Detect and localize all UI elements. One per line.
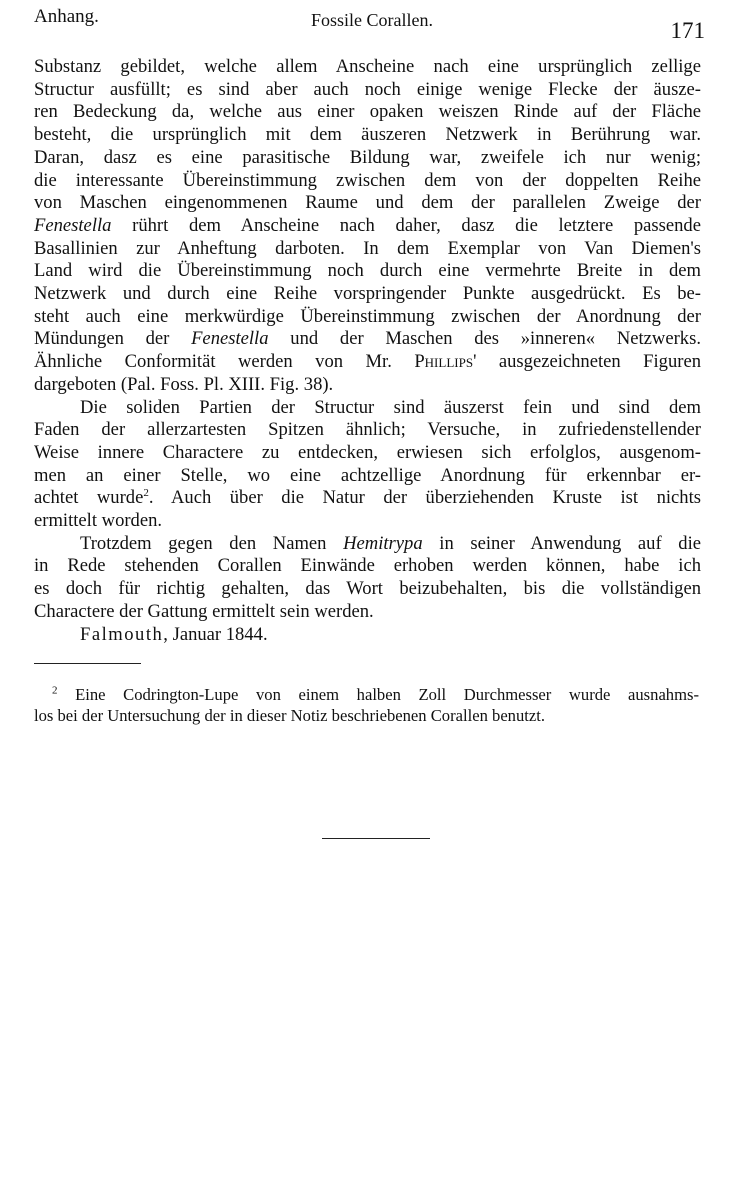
genus-name: Fenestella	[34, 214, 112, 236]
text-line-fenestella-2: Mündungen der Fenestella und der Maschen des »inneren« Netzwerks.	[34, 328, 701, 350]
text-line-hemitrypa: Trotzdem gegen den Namen Hemitrypa in seiner Anwendung auf die	[80, 532, 701, 554]
text-line: Structur ausfüllt; es sind aber auch noch einige wenige Flecke der äusze-	[34, 78, 701, 100]
footnote-line: $^2$ Eine Codrington-Lupe von einem halben Zoll Durchmesser wurde ausnahms-	[52, 684, 699, 704]
text-line: Charactere der Gattung ermittelt sein werden.	[34, 600, 374, 622]
text-line: es doch für richtig gehalten, das Wort beizubehalten, bis die vollständigen	[34, 578, 701, 600]
text-line: von Maschen eingenommenen Raume und dem der parallelen Zweige der	[34, 192, 701, 214]
page-number: 171	[670, 18, 705, 43]
genus-name: Fenestella	[191, 328, 269, 350]
text-line: Die soliden Partien der Structur sind äuszerst fein und sind dem	[80, 396, 701, 418]
signoff-date: , Januar 1844.	[163, 623, 268, 645]
text-line-footnote-ref: achtet wurde$^2$. Auch über die Natur der überziehenden Kruste ist nichts	[34, 487, 701, 509]
paragraph-2	[34, 397, 701, 533]
text-line: besteht, die ursprünglich mit dem äuszeren Netzwerk in Berührung war.	[34, 124, 701, 146]
paragraph-1	[34, 56, 701, 397]
text-line: die interessante Übereinstimmung zwischen dem von der doppelten Reihe	[34, 169, 701, 191]
text-line: Basallinien zur Anheftung darboten. In dem Exemplar von Van Diemen's	[34, 237, 701, 259]
footnote	[34, 684, 699, 726]
text-line: steht auch eine merkwürdige Übereinstimmung zwischen der Anordnung der	[34, 305, 701, 327]
paragraph-3	[34, 533, 701, 624]
header-section: Anhang.	[34, 6, 99, 27]
text-line: in Rede stehenden Corallen Einwände erhoben werden können, habe ich	[34, 555, 701, 577]
main-text	[34, 56, 701, 646]
text-line: Substanz gebildet, welche allem Anscheine nach eine ursprünglich zellige	[34, 56, 701, 77]
footnote-line: los bei der Untersuchung der in dieser Notiz beschriebenen Corallen benutzt.	[34, 706, 546, 725]
footnote-divider	[34, 663, 141, 664]
text-line: dargeboten (Pal. Foss. Pl. XIII. Fig. 38).	[34, 373, 334, 395]
end-divider	[322, 838, 430, 839]
text-line: Daran, dasz es eine parasitische Bildung war, zweifele ich nur wenig;	[34, 146, 701, 168]
text-line: Weise innere Charactere zu entdecken, erwiesen sich erfolglos, ausgenom-	[34, 441, 701, 463]
text-line: Faden der allerzartesten Spitzen ähnlich; Versuche, in zufriedenstellender	[34, 419, 701, 441]
genus-name: Hemitrypa	[343, 532, 423, 554]
text-line-phillips: Ähnliche Conformität werden von Mr. Phillips' ausgezeichneten Figuren	[34, 351, 702, 373]
footnote-reference[interactable]: 2	[143, 487, 149, 500]
header-title: Fossile Corallen.	[311, 10, 433, 30]
text-line: ermittelt worden.	[34, 510, 163, 532]
footnote-marker: 2	[52, 684, 58, 697]
signoff	[34, 624, 701, 647]
running-header	[34, 4, 705, 44]
signoff-place: Falmouth	[80, 623, 164, 645]
text-line-fenestella: Fenestella rührt dem Anscheine nach daher, dasz die letztere passende	[34, 214, 701, 236]
text-line: ren Bedeckung da, welche aus einer opaken weiszen Rinde auf der Fläche	[34, 101, 701, 123]
text-line: Land wird die Übereinstimmung noch durch eine vermehrte Breite in dem	[34, 260, 701, 282]
text-line: men an einer Stelle, wo eine achtzellige Anordnung für erkennbar er-	[34, 464, 701, 486]
text-line: Netzwerk und durch eine Reihe vorspringender Punkte ausgedrückt. Es be-	[34, 283, 701, 305]
